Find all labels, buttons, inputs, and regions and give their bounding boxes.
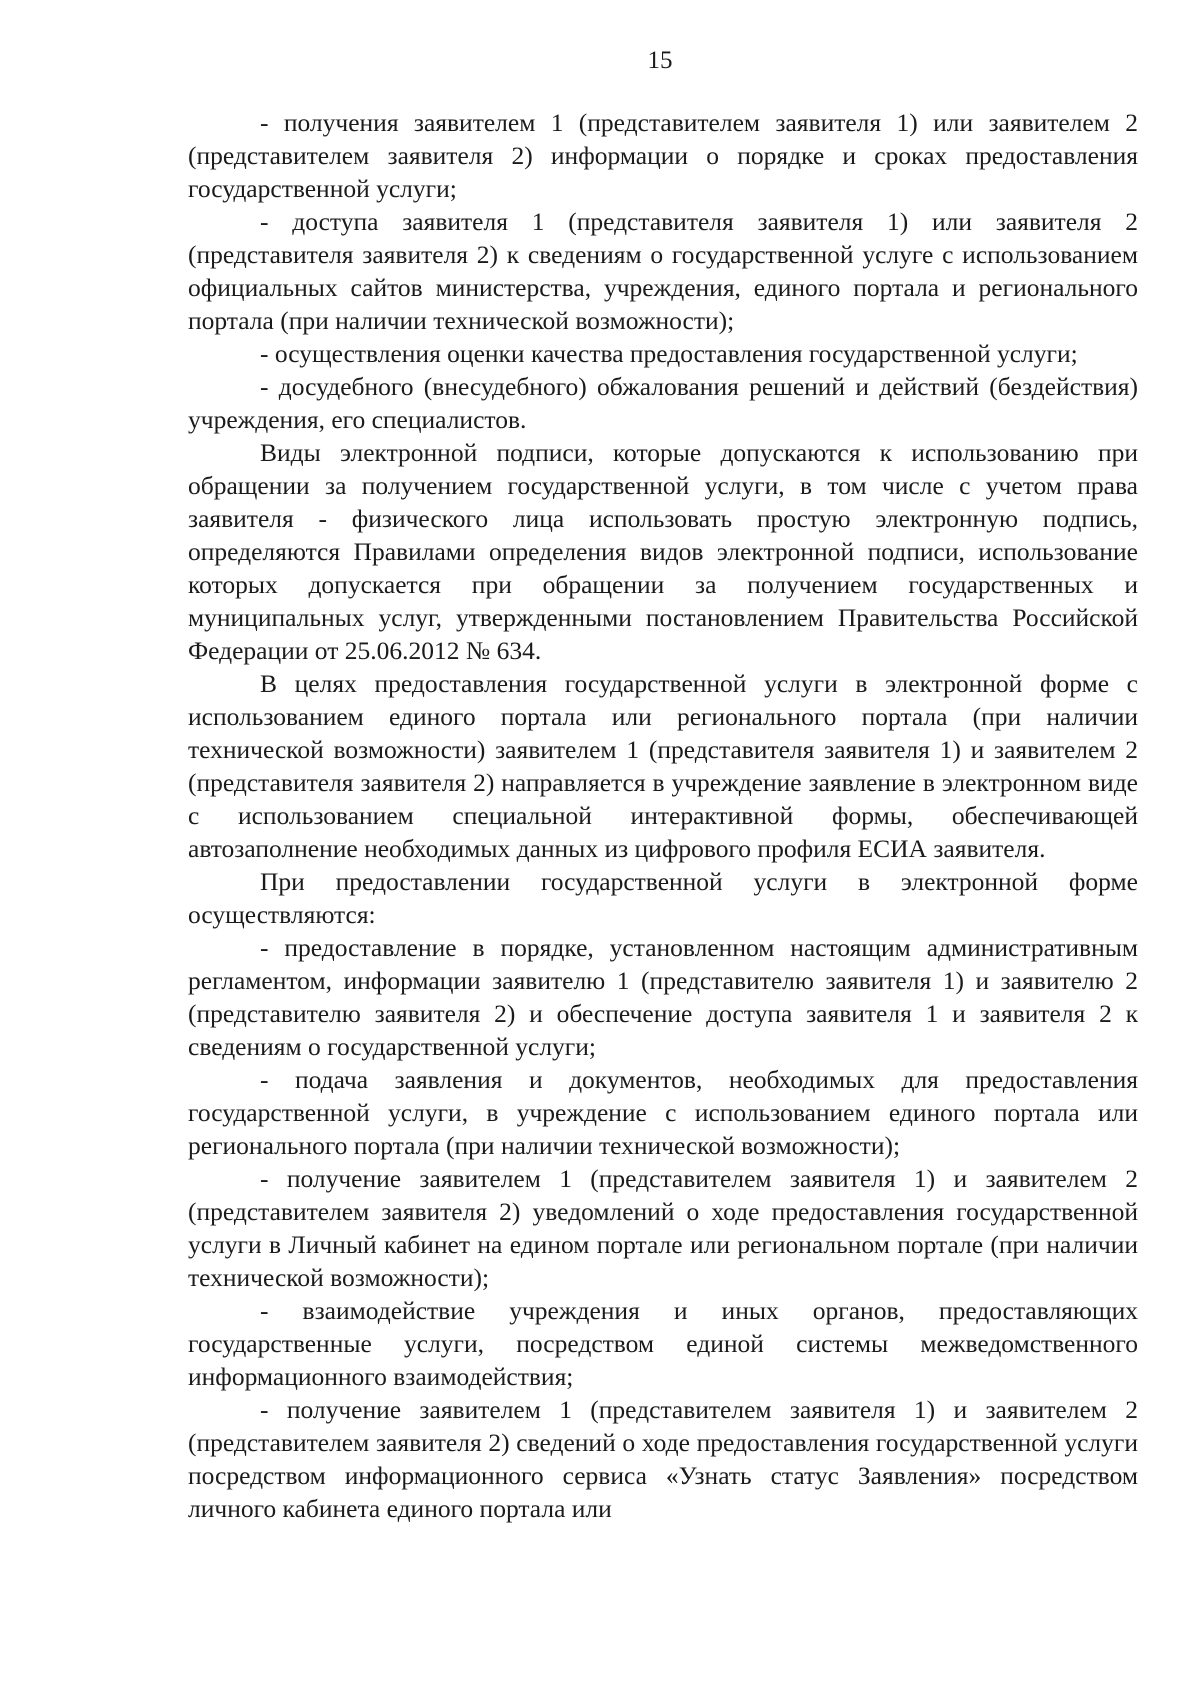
page-number: 15: [647, 47, 673, 74]
list-item-appeal: - досудебного (внесудебного) обжалования решений и действий (бездействия) учреждения, его специалистов.: [188, 372, 1138, 434]
list-item-quality-assessment: - осуществления оценки качества предоставления государственной услуги;: [260, 339, 1078, 368]
list-item-provision-info: - предоставление в порядке, установленном настоящим административным регламентом, информации заявителю 1 (представителю заявителя 1) и заявителю 2 (представителю заявителя 2) и обеспечение доступа заявителя 1 и заявителя 2 к сведениям о государственной услуги;: [188, 933, 1138, 1061]
list-item-interaction: - взаимодействие учреждения и иных органов, предоставляющих государственные услуги, посредством единой системы межведомственного информационного взаимодействия;: [188, 1296, 1138, 1391]
list-item-access: - доступа заявителя 1 (представителя заявителя 1) или заявителя 2 (представителя заявителя 2) к сведениям о государственной услуге с использованием официальных сайтов министерства, учреждения, единого портала и регионального портала (при наличии технической возможности);: [188, 207, 1138, 335]
list-item-notifications: - получение заявителем 1 (представителем заявителя 1) и заявителем 2 (представителем заявителя 2) уведомлений о ходе предоставления государственной услуги в Личный кабинет на едином портале или региональном портале (при наличии технической возможности);: [188, 1164, 1138, 1292]
list-item-information: - получения заявителем 1 (представителем заявителя 1) или заявителем 2 (представителем заявителя 2) информации о порядке и сроках предоставления государственной услуги;: [188, 108, 1138, 203]
document-body: [188, 106, 1138, 1525]
paragraph-electronic-provision: При предоставлении государственной услуги в электронной форме осуществляются:: [188, 867, 1138, 929]
list-item-status-info: - получение заявителем 1 (представителем заявителя 1) и заявителем 2 (представителем заявителя 2) сведений о ходе предоставления государственной услуги посредством информационного сервиса «Узнать статус Заявления» посредством личного кабинета единого портала или: [188, 1395, 1138, 1523]
paragraph-electronic-form: В целях предоставления государственной услуги в электронной форме с использованием единого портала или регионального портала (при наличии технической возможности) заявителем 1 (представителя заявителя 1) и заявителем 2 (представителя заявителя 2) направляется в учреждение заявление в электронном виде с использованием специальной интерактивной формы, обеспечивающей автозаполнение необходимых данных из цифрового профиля ЕСИА заявителя.: [188, 669, 1138, 863]
list-item-application-submission: - подача заявления и документов, необходимых для предоставления государственной услуги, в учреждение с использованием единого портала или регионального портала (при наличии технической возможности);: [188, 1065, 1138, 1160]
paragraph-electronic-signature: Виды электронной подписи, которые допускаются к использованию при обращении за получением государственной услуги, в том числе с учетом права заявителя - физического лица использовать простую электронную подпись, определяются Правилами определения видов электронной подписи, использование которых допускается при обращении за получением государственных и муниципальных услуг, утвержденными постановлением Правительства Российской Федерации от 25.06.2012 № 634.: [188, 438, 1138, 665]
